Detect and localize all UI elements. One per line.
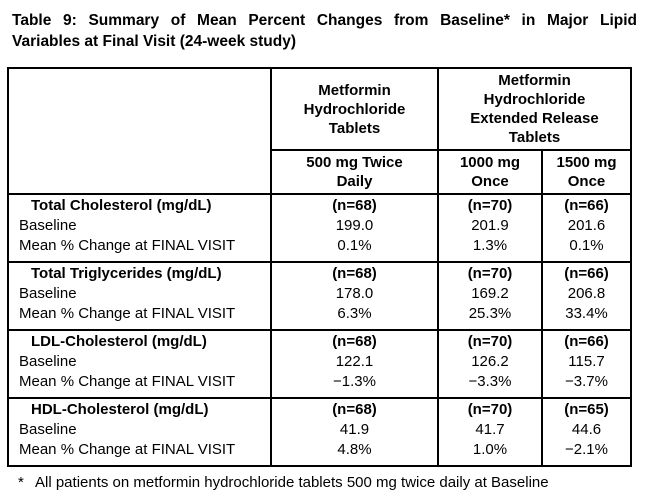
n-value: (n=70) xyxy=(438,398,542,420)
cell-value: −2.1% xyxy=(542,440,631,466)
cell-value: 41.9 xyxy=(271,420,438,440)
cell-value: 6.3% xyxy=(271,304,438,330)
n-value: (n=68) xyxy=(271,330,438,352)
row-label: Baseline xyxy=(19,285,77,302)
footnote xyxy=(18,473,649,492)
cell-value: 1.0% xyxy=(438,440,542,466)
table-row xyxy=(8,194,631,216)
lipid-summary-table xyxy=(7,67,632,467)
n-value: (n=66) xyxy=(542,330,631,352)
table-title-line1: Table 9: Summary of Mean Percent Changes from Baseline* in Major Lipid xyxy=(12,12,637,29)
n-value: (n=70) xyxy=(438,330,542,352)
n-value: (n=66) xyxy=(542,262,631,284)
group-label: LDL-Cholesterol (mg/dL) xyxy=(8,330,271,352)
cell-value: −1.3% xyxy=(271,372,438,398)
n-value: (n=65) xyxy=(542,398,631,420)
cell-value: 199.0 xyxy=(271,216,438,236)
cell-value: 44.6 xyxy=(542,420,631,440)
table-row xyxy=(8,420,631,440)
table-row xyxy=(8,304,631,330)
row-label: Baseline xyxy=(19,217,77,234)
footnote-text: All patients on metformin hydrochloride tablets 500 mg twice daily at Baseline xyxy=(35,474,549,491)
cell-value: −3.3% xyxy=(438,372,542,398)
table-row xyxy=(8,398,631,420)
table-row xyxy=(8,440,631,466)
column-header-immediate-release: Metformin Hydrochloride Tablets xyxy=(271,68,438,150)
cell-value: 169.2 xyxy=(438,284,542,304)
n-value: (n=70) xyxy=(438,194,542,216)
row-label: Mean % Change at FINAL VISIT xyxy=(19,373,236,390)
column-header-extended-release: Metformin Hydrochloride Extended Release Tablets xyxy=(438,68,631,150)
cell-value: 0.1% xyxy=(271,236,438,262)
cell-value: 201.9 xyxy=(438,216,542,236)
cell-value: 206.8 xyxy=(542,284,631,304)
document-page xyxy=(0,10,649,491)
table-row xyxy=(8,352,631,372)
cell-value: 4.8% xyxy=(271,440,438,466)
cell-value: 41.7 xyxy=(438,420,542,440)
n-value: (n=68) xyxy=(271,398,438,420)
table-row xyxy=(8,284,631,304)
footnote-marker: * xyxy=(18,474,24,491)
n-value: (n=68) xyxy=(271,262,438,284)
group-label: HDL-Cholesterol (mg/dL) xyxy=(8,398,271,420)
cell-value: 1.3% xyxy=(438,236,542,262)
dose-header-1000mg: 1000 mg Once xyxy=(438,150,542,194)
n-value: (n=66) xyxy=(542,194,631,216)
dose-header-500mg: 500 mg Twice Daily xyxy=(271,150,438,194)
n-value: (n=68) xyxy=(271,194,438,216)
row-label: Mean % Change at FINAL VISIT xyxy=(19,237,236,254)
table-title-line2: Variables at Final Visit (24-week study) xyxy=(12,33,296,50)
cell-value: 201.6 xyxy=(542,216,631,236)
row-label: Baseline xyxy=(19,421,77,438)
cell-value: −3.7% xyxy=(542,372,631,398)
row-label: Mean % Change at FINAL VISIT xyxy=(19,305,236,322)
row-label: Baseline xyxy=(19,353,77,370)
corner-empty-cell xyxy=(8,68,271,194)
group-label: Total Triglycerides (mg/dL) xyxy=(8,262,271,284)
table-title xyxy=(12,10,637,52)
table-row xyxy=(8,262,631,284)
table-row xyxy=(8,330,631,352)
cell-value: 178.0 xyxy=(271,284,438,304)
cell-value: 126.2 xyxy=(438,352,542,372)
cell-value: 33.4% xyxy=(542,304,631,330)
n-value: (n=70) xyxy=(438,262,542,284)
group-label: Total Cholesterol (mg/dL) xyxy=(8,194,271,216)
cell-value: 25.3% xyxy=(438,304,542,330)
cell-value: 122.1 xyxy=(271,352,438,372)
table-row xyxy=(8,372,631,398)
dose-header-1500mg: 1500 mg Once xyxy=(542,150,631,194)
cell-value: 115.7 xyxy=(542,352,631,372)
cell-value: 0.1% xyxy=(542,236,631,262)
table-row xyxy=(8,236,631,262)
row-label: Mean % Change at FINAL VISIT xyxy=(19,441,236,458)
table-row xyxy=(8,216,631,236)
